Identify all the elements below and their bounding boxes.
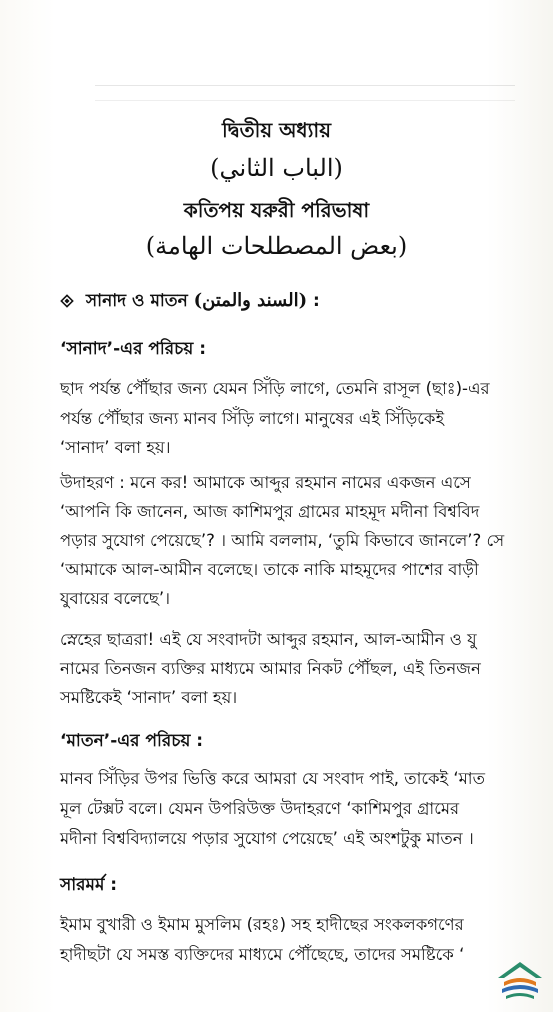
students-line-1: স্নেহের ছাত্ররা! এই যে সংবাদটা আব্দুর রহমান, আল-আমীন ও যু	[60, 630, 477, 649]
sanad-line-2: পর্যন্ত পৌঁছার জন্য মানব সিঁড়ি লাগে। মানুষের এই সিঁড়িকেই	[60, 409, 445, 428]
chapter-subtitle: কতিপয় যরুরী পরিভাষা	[183, 198, 370, 222]
example-line-1: উদাহরণ : মনে কর! আমাকে আব্দুর রহমান নামের একজন এসে	[60, 473, 471, 492]
matan-heading: ‘মাতন’-এর পরিচয় :	[60, 731, 204, 751]
section-heading-bn: সানাদ ও মাতন	[85, 291, 188, 311]
chapter-title-arabic: (الباب الثاني)	[210, 154, 343, 182]
chapter-subtitle-arabic: (بعض المصطلحات الهامة)	[145, 232, 408, 260]
sanad-heading: ‘সানাদ’-এর পরিচয় :	[60, 339, 207, 359]
example-line-3: পড়ার সুযোগ পেয়েছে’? । আমি বললাম, ‘তুমি কিভাবে জানলে’? সে	[60, 531, 505, 550]
summary-line-2: হাদীছটা যে সমস্ত ব্যক্তিদের মাধ্যমে পৌঁছেছে, তাদের সমষ্টিকে ‘	[60, 945, 465, 964]
chapter-title: দ্বিতীয় অধ্যায়	[222, 118, 331, 142]
bleed-through-lines	[95, 85, 515, 101]
students-line-3: সমষ্টিকেই ‘সানাদ’ বলা হয়।	[60, 688, 238, 707]
publisher-logo-icon	[492, 956, 548, 1000]
section-heading-arabic: (السند والمتن)	[193, 290, 308, 311]
diamond-bullet-icon	[60, 294, 74, 308]
matan-line-2: মূল টেক্সট বলে। যেমন উপরিউক্ত উদাহরণে ‘কাশিমপুর গ্রামের	[60, 799, 460, 818]
example-line-5: যুবায়ের বলেছে’।	[60, 589, 171, 608]
section-heading-colon: :	[313, 291, 320, 311]
summary-line-1: ইমাম বুখারী ও ইমাম মুসলিম (রহঃ) সহ হাদীছের সংকলকগণের	[60, 915, 464, 934]
example-line-4: ‘আমাকে আল-আমীন বলেছে। তাকে নাকি মাহমূদের পাশের বাড়ী	[60, 560, 479, 579]
section-heading	[60, 288, 320, 316]
sanad-line-3: ‘সানাদ’ বলা হয়।	[60, 438, 171, 457]
matan-line-1: মানব সিঁড়ির উপর ভিত্তি করে আমরা যে সংবাদ পাই, তাকেই ‘মাত	[60, 769, 485, 788]
summary-heading: সারমর্ম :	[60, 875, 118, 895]
matan-line-3: মদীনা বিশ্ববিদ্যালয়ে পড়ার সুযোগ পেয়েছে’ এই অংশটুকু মাতন ।	[60, 829, 474, 848]
students-line-2: নামের তিনজন ব্যক্তির মাধ্যমে আমার নিকট পৌঁছল, এই তিনজন	[60, 659, 481, 678]
sanad-line-1: ছাদ পর্যন্ত পৌঁছার জন্য যেমন সিঁড়ি লাগে, তেমনি রাসূল (ছাঃ)-এর	[60, 379, 490, 398]
example-line-2: ‘আপনি কি জানেন, আজ কাশিমপুর গ্রামের মাহমূদ মদীনা বিশ্ববিদ	[60, 502, 480, 521]
